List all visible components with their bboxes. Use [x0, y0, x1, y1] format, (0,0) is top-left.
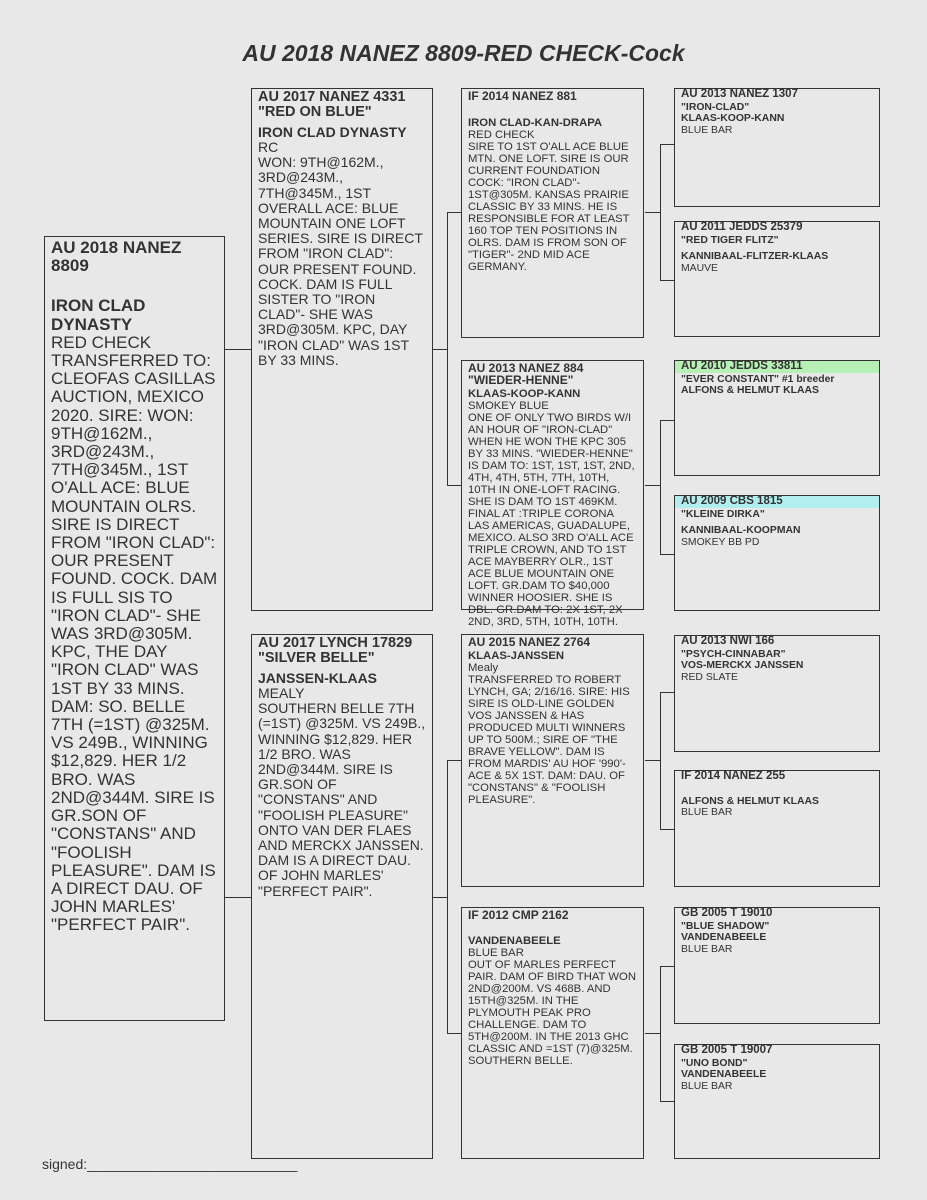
sire-sire-card [461, 88, 644, 338]
gen4-strain: VOS-MERCKX JANSSEN [681, 660, 804, 672]
gen4-card [674, 221, 880, 337]
pedigree-title: AU 2018 NANEZ 8809-RED CHECK-Cock [242, 40, 685, 66]
subject-color: RED CHECK [51, 332, 152, 352]
gen4-name: "PSYCH-CINNABAR" [681, 648, 786, 660]
sire-dam-band: AU 2013 NANEZ 884 [468, 361, 584, 375]
dam-name: "SILVER BELLE" [258, 650, 375, 667]
dam-sire-color: Mealy [468, 662, 499, 674]
connector-line [447, 212, 448, 485]
subject-bird-card [44, 236, 225, 1021]
connector-line [225, 349, 251, 350]
connector-line [433, 897, 447, 898]
sire-dam-color: SMOKEY BLUE [468, 400, 549, 412]
dam-notes: SOUTHERN BELLE 7TH (=1ST) @325M. VS 249B., WINNING $12,829. HER 1/2 BRO. WAS 2ND@344M. SIRE IS GR.SON OF "CONSTANS" AND "FOOLISH PLEASURE" ONTO VAN DER FLAES AND MERCKX JANSSEN. DAM IS A DIRECT DAU. OF JOHN MARLES' "PERFECT PAIR". [258, 700, 426, 899]
gen4-strain: ALFONS & HELMUT KLAAS [681, 385, 819, 397]
connector-line [645, 1033, 660, 1034]
dam-sire-card [461, 634, 644, 887]
connector-line [660, 144, 674, 145]
dam-dam-band: IF 2012 CMP 2162 [468, 908, 569, 922]
connector-line [660, 966, 661, 1101]
gen4-strain: KANNIBAAL-KOOPMAN [681, 525, 801, 537]
dam-sire-band: AU 2015 NANEZ 2764 [468, 635, 591, 649]
gen4-band: AU 2009 CBS 1815 [675, 496, 879, 508]
sire-dam-name: "WIEDER-HENNE" [468, 373, 574, 387]
dam-band: AU 2017 LYNCH 17829 [258, 635, 413, 651]
sire-notes: WON: 9TH@162M., 3RD@243M., 7TH@345M., 1ST OVERALL ACE: BLUE MOUNTAIN ONE LOFT SERIES. SIRE IS DIRECT FROM "IRON CLAD": OUR PRESENT FOUND. COCK. DAM IS FULL SISTER TO "IRON CLAD"- SHE WAS 3RD@305M. KPC, DAY "IRON CLAD" WAS 1ST BY 33 MINS. [258, 154, 423, 368]
dam-dam-color: BLUE BAR [468, 947, 524, 959]
connector-line [225, 897, 251, 898]
connector-line [660, 829, 674, 830]
dam-card [251, 634, 433, 1159]
gen4-color: BLUE BAR [681, 124, 733, 136]
sire-name: "RED ON BLUE" [258, 104, 372, 121]
connector-line [447, 1033, 461, 1034]
subject-notes: TRANSFERRED TO: CLEOFAS CASILLAS AUCTION, MEXICO 2020. SIRE: WON: 9TH@162M., 3RD@243M., 7TH@345M., 1ST O'ALL ACE: BLUE MOUNTAIN OLRS. SIRE IS DIRECT FROM "IRON CLAD": OUR PRESENT FOUND. COCK. DAM IS FULL SIS TO "IRON CLAD"- SHE WAS 3RD@305M. KPC, THE DAY "IRON CLAD" WAS 1ST BY 33 MINS. DAM: SO. BELLE 7TH (=1ST) @325M. VS 249B., WINNING $12,829. HER 1/2 BRO. WAS 2ND@344M. SIRE IS GR.SON OF "CONSTANS" AND "FOOLISH PLEASURE". DAM IS A DIRECT DAU. OF JOHN MARLES' "PERFECT PAIR". [51, 351, 218, 935]
connector-line [660, 420, 661, 554]
sire-sire-band: IF 2014 NANEZ 881 [468, 89, 577, 103]
sire-sire-notes: SIRE TO 1ST O'ALL ACE BLUE MTN. ONE LOFT. SIRE IS OUR CURRENT FOUNDATION COCK: "IRON CLAD"- 1ST@305M. KANSAS PRAIRIE CLASSIC BY 33 MINS. HE IS RESPONSIBLE FOR AT LEAST 160 TOP TEN POSITIONS IN OLRS. DAM IS FROM SON OF "TIGER"- 2ND MID ACE GERMANY. [468, 141, 630, 273]
connector-line [660, 280, 674, 281]
gen4-name: "IRON-CLAD" [681, 101, 750, 113]
sire-card [251, 88, 433, 611]
connector-line [660, 144, 661, 280]
gen4-color: BLUE BAR [681, 943, 733, 955]
gen4-color: SMOKEY BB PD [681, 536, 760, 548]
connector-line [660, 692, 661, 829]
sire-dam-card [461, 360, 644, 628]
gen4-band: AU 2013 NANEZ 1307 [681, 88, 798, 100]
connector-line [645, 485, 660, 486]
gen4-color: MAUVE [681, 262, 718, 274]
gen4-band: AU 2010 JEDDS 33811 [675, 361, 879, 373]
gen4-color: RED SLATE [681, 671, 738, 683]
gen4-strain: ALFONS & HELMUT KLAAS [681, 795, 819, 807]
connector-line [645, 212, 660, 213]
gen4-band: IF 2014 NANEZ 255 [681, 770, 786, 782]
connector-line [660, 966, 674, 967]
connector-line [660, 420, 674, 421]
gen4-card [674, 635, 880, 752]
gen4-name: "UNO BOND" [681, 1057, 748, 1069]
sire-dam-notes: ONE OF ONLY TWO BIRDS W/I AN HOUR OF "IRON-CLAD" WHEN HE WON THE KPC 305 BY 33 MINS. "WIEDER-HENNE" IS DAM TO: 1ST, 1ST, 1ST, 2ND, 4TH, 4TH, 5TH, 7TH, 10TH, 10TH IN ONE-LOFT RACING. SHE IS DAM TO 1ST 469KM. FINAL AT :TRIPLE CORONA LAS AMERICAS, GUADALUPE, MEXICO. ALSO 3RD O'ALL ACE TRIPLE CROWN, AND TO 1ST ACE MAYBERRY OLR., 1ST ACE BLUE MOUNTAIN ONE LOFT. GR.DAM TO $40,000 WINNER HOOSIER. SHE IS DBL. GR.DAM TO: 2X 1ST, 2X 2ND, 3RD, 5TH, 10TH, 10TH. [468, 412, 635, 628]
connector-line [447, 760, 461, 761]
connector-line [447, 760, 448, 1033]
dam-sire-strain: KLAAS-JANSSEN [468, 650, 565, 662]
dam-sire-notes: TRANSFERRED TO ROBERT LYNCH, GA; 2/16/16. SIRE: HIS SIRE IS OLD-LINE GOLDEN VOS JANSSEN & HAS PRODUCED MULTI WINNERS UP TO 500M.; SIRE OF "THE BRAVE YELLOW". DAM IS FROM MARDIS' AU HOF '990'- ACE & 5X 1ST. DAM: DAU. OF "CONSTANS" & "FOOLISH PLEASURE". [468, 674, 630, 806]
gen4-card [674, 770, 880, 887]
gen4-band: GB 2005 T 19010 [681, 907, 773, 919]
gen4-card [674, 907, 880, 1024]
gen4-strain: KLAAS-KOOP-KANN [681, 113, 785, 125]
sire-color: RC [258, 139, 279, 156]
gen4-name: "BLUE SHADOW" [681, 920, 770, 932]
gen4-card [674, 1044, 880, 1159]
gen4-name: "EVER CONSTANT" #1 breeder [681, 373, 835, 385]
gen4-color: BLUE BAR [681, 807, 733, 819]
connector-line [433, 349, 447, 350]
sire-band: AU 2017 NANEZ 4331 [258, 89, 406, 105]
subject-band: AU 2018 NANEZ 8809 [51, 238, 182, 276]
gen4-name [681, 784, 873, 796]
gen4-band: GB 2005 T 19007 [681, 1044, 773, 1056]
sire-strain: IRON CLAD DYNASTY [258, 123, 407, 140]
gen4-strain: VANDENABEELE [681, 932, 767, 944]
dam-dam-notes: OUT OF MARLES PERFECT PAIR. DAM OF BIRD THAT WON 2ND@200M. VS 468B. AND 15TH@325M. IN THE PLYMOUTH PEAK PRO CHALLENGE. DAM TO 5TH@200M. IN THE 2013 GHC CLASSIC AND =1ST (7)@325M. SOUTHERN BELLE. [468, 959, 636, 1067]
dam-color: MEALY [258, 685, 305, 702]
gen4-band: AU 2013 NWI 166 [681, 635, 775, 647]
connector-line [660, 1101, 674, 1102]
sire-dam-strain: KLAAS-KOOP-KANN [468, 388, 581, 400]
gen4-card [674, 360, 880, 476]
gen4-color: BLUE BAR [681, 1080, 733, 1092]
dam-strain: JANSSEN-KLAAS [258, 669, 378, 686]
connector-line [447, 212, 461, 213]
sire-sire-strain: IRON CLAD-KAN-DRAPA [468, 117, 603, 129]
connector-line [660, 692, 674, 693]
gen4-strain: KANNIBAAL-FLITZER-KLAAS [681, 251, 829, 263]
connector-line [660, 554, 674, 555]
gen4-strain: VANDENABEELE [681, 1069, 767, 1081]
dam-dam-card [461, 907, 644, 1159]
gen4-name: "KLEINE DIRKA" [681, 508, 765, 520]
gen4-card [674, 495, 880, 611]
signature-line: signed:___________________________ [42, 1156, 298, 1172]
dam-dam-strain: VANDENABEELE [468, 935, 561, 947]
subject-strain: IRON CLAD DYNASTY [51, 296, 146, 334]
gen4-name: "RED TIGER FLITZ" [681, 234, 779, 246]
connector-line [447, 485, 461, 486]
gen4-band: AU 2011 JEDDS 25379 [681, 221, 803, 233]
connector-line [645, 760, 660, 761]
sire-sire-color: RED CHECK [468, 129, 535, 141]
gen4-card [674, 88, 880, 207]
